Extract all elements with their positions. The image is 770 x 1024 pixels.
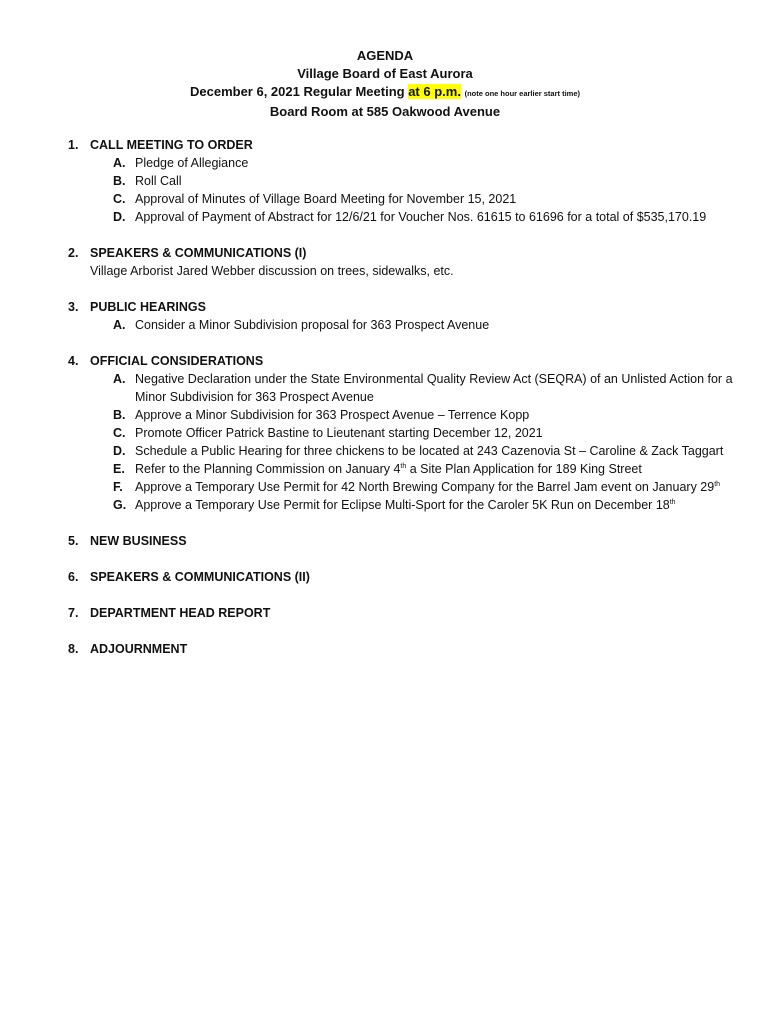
organization-name: Village Board of East Aurora <box>297 66 473 81</box>
section-heading <box>68 640 748 658</box>
section-heading <box>68 298 748 316</box>
ordinal-suffix: th <box>714 481 721 488</box>
item-text-part: Approve a Temporary Use Permit for Eclipse Multi-Sport for the Caroler 5K Run on December 18 <box>135 498 670 512</box>
section-title: NEW BUSINESS <box>90 534 187 548</box>
item-text: Approval of Minutes of Village Board Meeting for November 15, 2021 <box>135 192 517 206</box>
section-adjournment <box>68 640 748 658</box>
agenda-title: AGENDA <box>356 48 414 63</box>
section-speakers-2 <box>68 568 748 586</box>
section-number: 1. <box>68 138 79 152</box>
agenda-item <box>68 496 748 514</box>
item-text-part: Refer to the Planning Commission on January 4 <box>135 462 401 476</box>
agenda-item <box>68 442 748 460</box>
meeting-date: December 6, 2021 Regular Meeting <box>189 84 405 99</box>
item-text: Roll Call <box>135 174 182 188</box>
section-public-hearings <box>68 298 748 334</box>
agenda-item <box>68 172 748 190</box>
section-number: 8. <box>68 642 79 656</box>
item-letter: B. <box>113 408 126 422</box>
section-description: Village Arborist Jared Webber discussion on trees, sidewalks, etc. <box>90 264 454 278</box>
item-letter: F. <box>113 480 123 494</box>
agenda-header <box>0 47 770 121</box>
item-letter: D. <box>113 210 126 224</box>
section-official-considerations <box>68 352 748 514</box>
item-letter: E. <box>113 462 125 476</box>
item-letter: C. <box>113 192 126 206</box>
agenda-item <box>68 406 748 424</box>
meeting-time-highlight: at 6 p.m. <box>408 84 461 99</box>
section-title: SPEAKERS & COMMUNICATIONS (II) <box>90 570 310 584</box>
item-text: Promote Officer Patrick Bastine to Lieutenant starting December 12, 2021 <box>135 426 543 440</box>
agenda-item <box>68 478 748 496</box>
ordinal-suffix: th <box>669 499 676 506</box>
section-new-business <box>68 532 748 550</box>
section-heading <box>68 244 748 262</box>
section-number: 2. <box>68 246 79 260</box>
agenda-item <box>68 424 748 442</box>
section-call-to-order <box>68 136 748 226</box>
item-text: Consider a Minor Subdivision proposal for 363 Prospect Avenue <box>135 318 490 332</box>
item-letter: A. <box>113 156 126 170</box>
section-title: DEPARTMENT HEAD REPORT <box>90 606 271 620</box>
section-number: 3. <box>68 300 79 314</box>
agenda-item <box>68 460 748 478</box>
item-text: Pledge of Allegiance <box>135 156 249 170</box>
item-letter: D. <box>113 444 126 458</box>
section-title: CALL MEETING TO ORDER <box>90 138 253 152</box>
item-text <box>135 460 748 478</box>
agenda-item <box>68 370 748 406</box>
meeting-location: Board Room at 585 Oakwood Avenue <box>269 104 501 119</box>
section-speakers-1 <box>68 244 748 280</box>
item-text-part: a Site Plan Application for 189 King Street <box>406 462 642 476</box>
item-text <box>135 496 748 514</box>
item-letter: B. <box>113 174 126 188</box>
section-department-head-report <box>68 604 748 622</box>
section-number: 7. <box>68 606 79 620</box>
section-title: ADJOURNMENT <box>90 642 188 656</box>
section-number: 5. <box>68 534 79 548</box>
section-heading <box>68 532 748 550</box>
meeting-note: (note one hour earlier start time) <box>464 89 581 98</box>
agenda-item <box>68 316 748 334</box>
section-heading <box>68 136 748 154</box>
item-text: Approve a Minor Subdivision for 363 Prospect Avenue – Terrence Kopp <box>135 408 530 422</box>
section-title: OFFICIAL CONSIDERATIONS <box>90 354 264 368</box>
section-heading <box>68 352 748 370</box>
item-text <box>135 478 748 496</box>
agenda-body <box>68 136 748 676</box>
item-letter: A. <box>113 318 126 332</box>
item-text: Approval of Payment of Abstract for 12/6/21 for Voucher Nos. 61615 to 61696 for a total of $535,170.19 <box>135 210 707 224</box>
item-text-part: Approve a Temporary Use Permit for 42 North Brewing Company for the Barrel Jam event on January 29 <box>135 480 715 494</box>
item-letter: A. <box>113 372 126 386</box>
agenda-item <box>68 190 748 208</box>
item-text: Negative Declaration under the State Environmental Quality Review Act (SEQRA) of an Unlisted Action for a Minor Subdivision for 363 Prospect Avenue <box>135 372 733 404</box>
item-letter: C. <box>113 426 126 440</box>
section-heading <box>68 568 748 586</box>
section-heading <box>68 604 748 622</box>
item-letter: G. <box>113 498 127 512</box>
section-number: 6. <box>68 570 79 584</box>
ordinal-suffix: th <box>400 463 407 470</box>
section-number: 4. <box>68 354 79 368</box>
agenda-item <box>68 154 748 172</box>
section-title: PUBLIC HEARINGS <box>90 300 206 314</box>
section-title: SPEAKERS & COMMUNICATIONS (I) <box>90 246 307 260</box>
item-text: Schedule a Public Hearing for three chickens to be located at 243 Cazenovia St – Caroline & Zack Taggart <box>135 444 724 458</box>
meeting-date-line <box>0 83 770 103</box>
agenda-item <box>68 208 748 226</box>
